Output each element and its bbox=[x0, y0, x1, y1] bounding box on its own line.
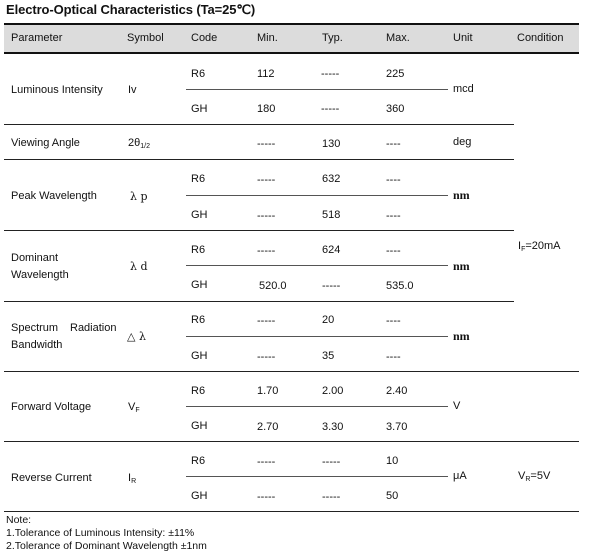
typ-cell: ----- bbox=[322, 491, 341, 503]
typ-cell: ----- bbox=[322, 456, 341, 468]
max-cell: 10 bbox=[386, 455, 399, 467]
min-cell: ----- bbox=[257, 174, 276, 186]
max-cell: 360 bbox=[386, 103, 405, 115]
note-heading: Note: bbox=[6, 514, 32, 526]
max-cell: ---- bbox=[386, 174, 401, 186]
header-unit: Unit bbox=[453, 32, 473, 44]
code-cell: GH bbox=[191, 420, 208, 432]
param-radiation-word: Radiation bbox=[70, 322, 117, 334]
symbol-ir: $I_R$ bbox=[128, 472, 137, 485]
note-1: 1.Tolerance of Luminous Intensity: ±11% bbox=[6, 527, 195, 539]
row-divider bbox=[186, 406, 448, 407]
param-forward-voltage: Forward Voltage bbox=[11, 401, 92, 413]
max-cell: 3.70 bbox=[386, 421, 408, 433]
typ-cell: 518 bbox=[322, 209, 341, 221]
header-min: Min. bbox=[257, 32, 278, 44]
param-peak-wavelength: Peak Wavelength bbox=[11, 190, 97, 202]
min-cell: 112 bbox=[257, 68, 275, 80]
typ-cell: 2.00 bbox=[322, 385, 344, 397]
row-divider bbox=[186, 89, 448, 90]
max-cell: 2.40 bbox=[386, 385, 408, 397]
param-dominant-line2: Wavelength bbox=[11, 269, 69, 281]
code-cell: GH bbox=[191, 209, 208, 221]
bottom-border bbox=[4, 511, 579, 512]
max-cell: ---- bbox=[386, 138, 401, 150]
code-cell: GH bbox=[191, 103, 208, 115]
condition-if: $I_F=20mA$ bbox=[518, 240, 561, 253]
typ-cell: 3.30 bbox=[322, 421, 344, 433]
typ-cell: 20 bbox=[322, 314, 335, 326]
row-divider bbox=[186, 195, 448, 196]
unit-deg: deg bbox=[453, 136, 472, 148]
code-cell: R6 bbox=[191, 455, 206, 467]
unit-nm: nm bbox=[453, 259, 470, 273]
max-cell: 225 bbox=[386, 68, 405, 80]
param-bandwidth-word: Bandwidth bbox=[11, 339, 63, 351]
min-cell: ----- bbox=[257, 456, 276, 468]
typ-cell: 632 bbox=[322, 173, 341, 185]
max-cell: ---- bbox=[386, 315, 401, 327]
row-divider bbox=[186, 476, 448, 477]
unit-v: V bbox=[453, 400, 461, 412]
row-border bbox=[4, 230, 514, 231]
header-code: Code bbox=[191, 32, 218, 44]
max-cell: ---- bbox=[386, 245, 401, 257]
typ-cell: ----- bbox=[321, 103, 340, 115]
typ-cell: ----- bbox=[321, 68, 340, 80]
typ-cell: 35 bbox=[322, 350, 335, 362]
header-row bbox=[4, 24, 579, 52]
min-cell: ----- bbox=[257, 351, 276, 363]
max-cell: 50 bbox=[386, 490, 399, 502]
note-2: 2.Tolerance of Dominant Wavelength ±1nm bbox=[6, 540, 207, 552]
header-symbol: Symbol bbox=[127, 32, 164, 44]
typ-cell: ----- bbox=[322, 280, 341, 292]
header-max: Max. bbox=[386, 32, 410, 44]
row-border bbox=[4, 371, 579, 372]
min-cell: 180 bbox=[257, 103, 276, 115]
row-divider bbox=[186, 265, 448, 266]
header-parameter: Parameter bbox=[11, 32, 63, 44]
min-cell: ----- bbox=[257, 138, 276, 150]
max-cell: 535.0 bbox=[386, 280, 414, 292]
row-divider bbox=[186, 336, 448, 337]
param-luminous-intensity: Luminous Intensity bbox=[11, 84, 103, 96]
code-cell: GH bbox=[191, 279, 208, 291]
param-viewing-angle: Viewing Angle bbox=[11, 137, 80, 149]
row-border bbox=[4, 301, 514, 302]
symbol-2theta: $2\theta_{1/2}$ bbox=[128, 137, 150, 150]
min-cell: ----- bbox=[257, 245, 276, 257]
typ-cell: 130 bbox=[322, 138, 341, 150]
symbol-lambda-p: λ p bbox=[130, 190, 148, 203]
param-spectrum-word: Spectrum bbox=[11, 322, 59, 334]
header-condition: Condition bbox=[517, 32, 564, 44]
min-cell: 2.70 bbox=[257, 421, 279, 433]
max-cell: ---- bbox=[386, 351, 401, 363]
code-cell: R6 bbox=[191, 173, 206, 185]
unit-ua: μA bbox=[453, 470, 467, 482]
symbol-lambda-d: λ d bbox=[130, 260, 148, 273]
row-border bbox=[4, 159, 514, 160]
code-cell: GH bbox=[191, 350, 208, 362]
param-dominant-line1: Dominant bbox=[11, 252, 59, 264]
condition-vr: $V_R=5V$ bbox=[518, 470, 551, 483]
min-cell: 520.0 bbox=[259, 280, 287, 292]
code-cell: R6 bbox=[191, 385, 206, 397]
header-bottom-border bbox=[4, 52, 579, 54]
header-typ: Typ. bbox=[322, 32, 343, 44]
symbol-delta-lambda: △ λ bbox=[127, 330, 146, 343]
unit-nm: nm bbox=[453, 329, 470, 343]
symbol-iv: Iv bbox=[128, 84, 137, 96]
top-border bbox=[4, 23, 579, 25]
min-cell: ----- bbox=[257, 315, 276, 327]
param-reverse-current: Reverse Current bbox=[11, 472, 92, 484]
row-border bbox=[4, 124, 514, 125]
code-cell: R6 bbox=[191, 244, 206, 256]
min-cell: 1.70 bbox=[257, 385, 279, 397]
unit-nm: nm bbox=[453, 188, 470, 202]
code-cell: R6 bbox=[191, 314, 206, 326]
code-cell: R6 bbox=[191, 68, 206, 80]
typ-cell: 624 bbox=[322, 244, 341, 256]
row-border bbox=[4, 441, 579, 442]
max-cell: ---- bbox=[386, 210, 401, 222]
table-title: Electro-Optical Characteristics (Ta=25℃) bbox=[6, 2, 256, 17]
code-cell: GH bbox=[191, 490, 208, 502]
unit-mcd: mcd bbox=[453, 83, 474, 95]
symbol-vf: $V_F$ bbox=[128, 401, 140, 414]
min-cell: ----- bbox=[257, 210, 276, 222]
min-cell: ----- bbox=[257, 491, 276, 503]
